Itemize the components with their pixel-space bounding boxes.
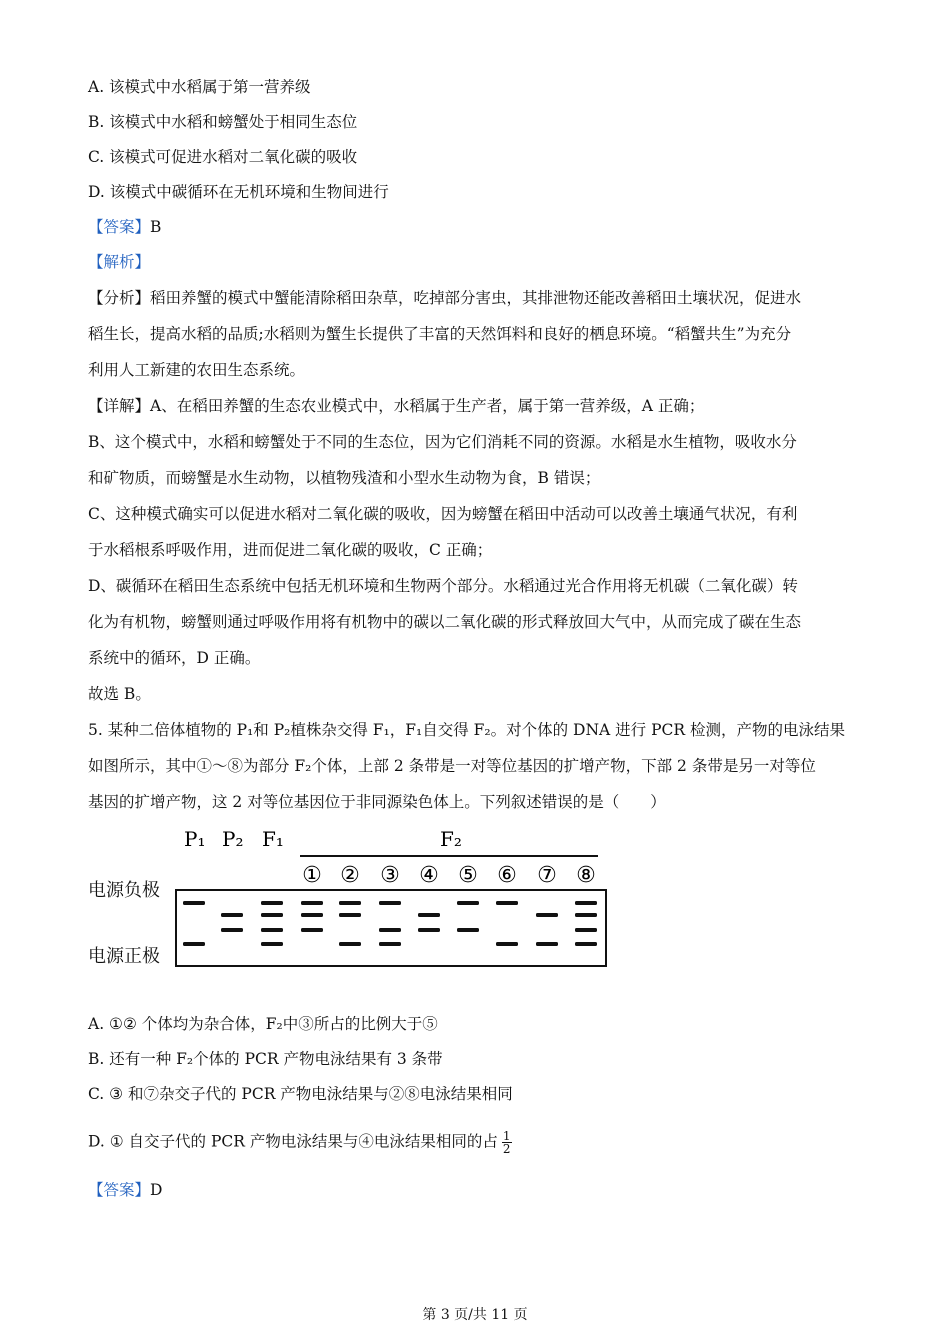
f2-individual-number: ⑧: [576, 863, 596, 888]
gel-bands: [183, 901, 597, 946]
q4-fenxi-line: 利用人工新建的农田生态系统。: [88, 361, 306, 379]
gel-band: [183, 942, 205, 946]
gel-band: [221, 928, 243, 932]
gel-band: [575, 913, 597, 917]
f2-individual-number: ⑥: [497, 863, 517, 888]
q5-option-c: C. ③ 和⑦杂交子代的 PCR 产物电泳结果与②⑧电泳结果相同: [88, 1085, 513, 1103]
q4-conclusion: 故选 B。: [88, 685, 151, 703]
q5-option-a: A. ①② 个体均为杂合体，F₂中③所占的比例大于⑤: [88, 1015, 438, 1033]
detail-label: 【详解】: [88, 397, 151, 415]
gel-band: [301, 913, 323, 917]
q4-analysis-label: 【解析】: [88, 253, 151, 271]
positive-pole-label: 电源正极: [88, 946, 160, 967]
electrophoresis-figure: [88, 826, 618, 976]
q4-option-c: C. 该模式可促进水稻对二氧化碳的吸收: [88, 148, 358, 166]
q5-answer: [88, 1179, 162, 1201]
gel-band: [496, 942, 518, 946]
answer-value: D: [150, 1181, 163, 1199]
f2-label: F₂: [440, 827, 462, 851]
page-footer: 第 3 页/共 11 页: [422, 1307, 528, 1323]
gel-band: [496, 901, 518, 905]
gel-band: [575, 928, 597, 932]
q4-detail-line: D、碳循环在稻田生态系统中包括无机环境和生物两个部分。水稻通过光合作用将无机碳（二氧化碳）转: [88, 577, 798, 595]
gel-band: [379, 928, 401, 932]
gel-band: [536, 913, 558, 917]
answer-value: B: [150, 218, 162, 236]
gel-band: [457, 928, 479, 932]
f2-individual-number: ①: [302, 863, 322, 888]
q4-option-b: B. 该模式中水稻和螃蟹处于相同生态位: [88, 113, 358, 131]
q4-option-a: A. 该模式中水稻属于第一营养级: [88, 78, 311, 96]
gel-band: [575, 942, 597, 946]
q4-fenxi-line: 【分析】稻田养蟹的模式中蟹能清除稻田杂草，吃掉部分害虫，其排泄物还能改善稻田土壤状况，促进水: [88, 289, 802, 307]
q5-stem-line: 如图所示，其中①～⑧为部分 F₂个体，上部 2 条带是一对等位基因的扩增产物，下部 2 条带是另一对等位: [88, 757, 816, 775]
gel-band: [339, 942, 361, 946]
q4-detail-line: 和矿物质，而螃蟹是水生动物，以植物残渣和小型水生动物为食，B 错误；: [88, 469, 601, 487]
gel-band: [301, 928, 323, 932]
gel-band: [379, 901, 401, 905]
f2-number-row: [302, 863, 596, 888]
f2-individual-number: ③: [380, 863, 400, 888]
q4-detail-line: 【详解】A、在稻田养蟹的生态农业模式中，水稻属于生产者，属于第一营养级，A 正确；: [88, 397, 705, 415]
fraction-one-half: $\frac{1}{2}$: [502, 1129, 511, 1156]
gel-band: [261, 942, 283, 946]
q4-option-d: D. 该模式中碳循环在无机环境和生物间进行: [88, 183, 389, 201]
q5-stem-line: 基因的扩增产物，这 2 对等位基因位于非同源染色体上。下列叙述错误的是（ ）: [88, 793, 666, 811]
gel-band: [221, 913, 243, 917]
gel-band: [418, 928, 440, 932]
gel-band: [575, 901, 597, 905]
negative-pole-label: 电源负极: [88, 880, 160, 901]
gel-diagram: [88, 826, 618, 976]
gel-band: [339, 901, 361, 905]
answer-label: 【答案】: [88, 218, 151, 236]
gel-band: [339, 913, 361, 917]
f2-individual-number: ⑦: [537, 863, 557, 888]
gel-band: [301, 901, 323, 905]
gel-band: [261, 928, 283, 932]
q4-answer: [88, 216, 161, 238]
q5-option-d: D. ① 自交子代的 PCR 产物电泳结果与④电泳结果相同的占 $\frac{1}{2}$: [88, 1129, 511, 1156]
fenxi-label: 【分析】: [88, 289, 151, 307]
gel-band: [261, 913, 283, 917]
lane-label-p2: P₂: [222, 827, 244, 851]
f2-individual-number: ④: [419, 863, 439, 888]
q4-fenxi-line: 稻生长，提高水稻的品质;水稻则为蟹生长提供了丰富的天然饵料和良好的栖息环境。“稻蟹共生”为充分: [88, 325, 792, 343]
q4-detail-line: 系统中的循环，D 正确。: [88, 649, 261, 667]
gel-band: [261, 901, 283, 905]
gel-band: [536, 942, 558, 946]
lane-label-p1: P₁: [184, 827, 206, 851]
q4-detail-line: C、这种模式确实可以促进水稻对二氧化碳的吸收，因为螃蟹在稻田中活动可以改善土壤通气状况，有利: [88, 505, 798, 523]
lane-label-f1: F₁: [262, 827, 284, 851]
gel-band: [379, 942, 401, 946]
q5-option-b: B. 还有一种 F₂个体的 PCR 产物电泳结果有 3 条带: [88, 1050, 443, 1068]
q4-detail-line: 化为有机物，螃蟹则通过呼吸作用将有机物中的碳以二氧化碳的形式释放回大气中，从而完成了碳在生态: [88, 613, 802, 631]
f2-individual-number: ⑤: [458, 863, 478, 888]
q4-detail-line: 于水稻根系呼吸作用，进而促进二氧化碳的吸收，C 正确；: [88, 541, 493, 559]
f2-individual-number: ②: [340, 863, 360, 888]
gel-band: [183, 901, 205, 905]
q4-detail-line: B、这个模式中，水稻和螃蟹处于不同的生态位，因为它们消耗不同的资源。水稻是水生植物，吸收水分: [88, 433, 797, 451]
gel-band: [418, 913, 440, 917]
answer-label: 【答案】: [88, 1181, 151, 1199]
q5-stem-line: 5. 某种二倍体植物的 P₁和 P₂植株杂交得 F₁，F₁自交得 F₂。对个体的 DNA 进行 PCR 检测，产物的电泳结果: [88, 721, 845, 739]
gel-band: [457, 901, 479, 905]
